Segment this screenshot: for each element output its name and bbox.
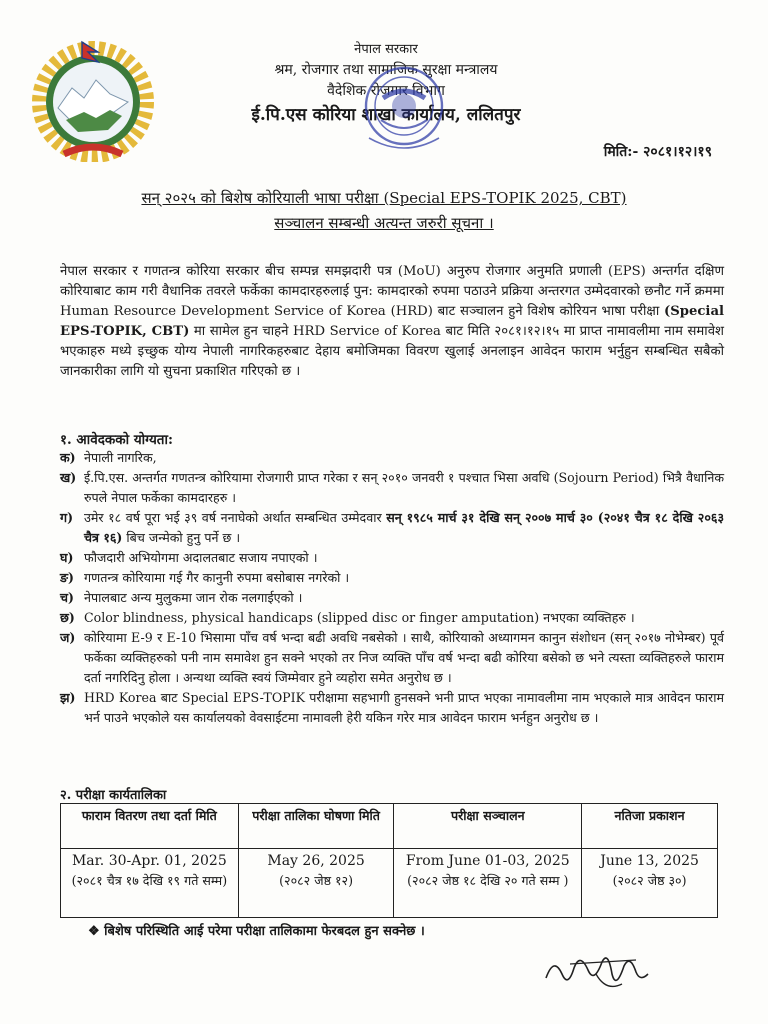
item-text-c: बिच जन्मेको हुनु पर्ने छ । — [122, 530, 241, 545]
cell-date-bs: (२०८२ जेष्ठ १८ देखि २० गते सम्म ) — [407, 873, 569, 888]
item-text: HRD Korea बाट Special EPS-TOPIK परीक्षामा सहभागी हुनसक्ने भनी प्राप्त भएका नामावलीमा नाम भएकाले मात्र आवेदन फाराम भर्न पाउने भएकोले यस कार्यालयको वेवसाईटमा नामावली हेरी यकिन गरेर मात्र आवेदन फाराम भर्नहुन अनुरोध छ । — [84, 690, 724, 725]
column-header-result: नतिजा प्रकाशन — [582, 804, 718, 849]
nepal-government-emblem-icon — [30, 36, 156, 162]
table-cell — [238, 849, 394, 918]
notice-title-line2: सञ्चालन सम्बन्धी अत्यन्त जरुरी सूचना । — [274, 214, 494, 232]
cell-date-ad: June 13, 2025 — [600, 853, 699, 869]
list-item — [60, 608, 724, 628]
item-marker: च) — [60, 590, 74, 605]
item-marker: छ) — [60, 610, 75, 625]
intro-text-2: मा सामेल हुन चाहने HRD Service of Korea बाट मिति २०८१।१२।१५ मा प्राप्त नामावलीमा नाम समावेश भएकाहरु मध्ये इच्छुक योग्य नेपाली नागरिकहरुबाट देहाय बमोजिमका विवरण खुलाई अनलाइन आवेदन फाराम भर्नुहुन सम्बन्धित सबैको जानकारीका लागि यो सुचना प्रकाशित गरिएको छ । — [60, 324, 724, 379]
item-text-b: सन् १९८५ मार्च ३१ देखि सन् २००७ मार्च ३० (२०४१ चैत्र १८ देखि २०६३ चैत्र १६) — [84, 510, 724, 545]
list-item — [60, 568, 724, 588]
notice-date: मिति:- २०८१।१२।१९ — [603, 144, 712, 160]
item-marker: ङ) — [60, 570, 74, 585]
list-item — [60, 508, 724, 548]
cell-date-bs: (२०८२ जेष्ठ ३०) — [612, 873, 687, 888]
table-cell — [582, 849, 718, 918]
list-item — [60, 548, 724, 568]
list-item — [60, 448, 724, 468]
office-name: ई.पि.एस कोरिया शाखा कार्यालय, ललितपुर — [251, 105, 521, 125]
item-marker: ख) — [60, 470, 77, 485]
item-text: कोरियामा E-9 र E-10 भिसामा पाँच वर्ष भन्दा बढी अवधि नबसेको । साथै, कोरियाको अध्यागमन कानुन संशोधन (सन् २०१७ नोभेम्बर) पूर्व फर्केका व्यक्तिहरुको पनी नाम समावेश हुन सक्ने भएको तर निज व्यक्ति पाँच वर्ष भन्दा बढी कोरिया बसेको छ भने त्यस्ता व्यक्तिहरुले फाराम दर्ता नगरिदिनु होला । अन्यथा व्यक्ति स्वयं जिम्मेवार हुने व्यहोरा समेत अनुरोध छ । — [84, 630, 724, 685]
item-text: फौजदारी अभियोगमा अदालतबाट सजाय नपाएको । — [84, 550, 318, 565]
item-text: नेपाली नागरिक, — [84, 450, 157, 465]
item-marker: क) — [60, 450, 76, 465]
item-text: गणतन्त्र कोरियामा गई गैर कानुनी रुपमा बसोबास नगरेको । — [84, 570, 350, 585]
eligibility-heading: १. आवेदकको योग्यता: — [60, 432, 173, 448]
item-marker: झ) — [60, 690, 76, 705]
table-cell — [61, 849, 239, 918]
department-name: वैदेशिक रोजगार विभाग — [327, 83, 445, 99]
table-row — [61, 849, 718, 918]
cell-date-bs: (२०८१ चैत्र १७ देखि १९ गते सम्म) — [71, 873, 228, 888]
item-text — [84, 508, 724, 548]
table-header-row — [61, 804, 718, 849]
eligibility-list — [60, 448, 724, 728]
notice-title-line1: सन् २०२५ को बिशेष कोरियाली भाषा परीक्षा (Special EPS-TOPIK 2025, CBT) — [141, 189, 627, 207]
table-cell — [394, 849, 582, 918]
schedule-table — [60, 803, 718, 918]
item-text: नेपालबाट अन्य मुलुकमा जान रोक नलगाईएको । — [84, 590, 303, 605]
schedule-change-note: ❖ बिशेष परिस्थिति आई परेमा परीक्षा तालिकामा फेरबदल हुन सक्नेछ । — [88, 924, 425, 939]
cell-date-bs: (२०८२ जेष्ठ १२) — [279, 873, 354, 888]
government-name: नेपाल सरकार — [354, 42, 418, 57]
column-header-schedule-announcement: परीक्षा तालिका घोषणा मिति — [238, 804, 394, 849]
intro-paragraph — [60, 262, 724, 382]
handwritten-signature-icon — [540, 944, 652, 996]
item-text: ई.पि.एस. अन्तर्गत गणतन्त्र कोरियामा रोजगारी प्राप्त गरेका र सन् २०१० जनवरी १ पश्चात भिसा अवधि (Sojourn Period) भित्रै वैधानिक रुपले नेपाल फर्केका कामदारहरु । — [84, 470, 724, 505]
item-text-a: उमेर १८ वर्ष पूरा भई ३९ वर्ष ननाघेको अर्थात सम्बन्धित उम्मेदवार — [84, 510, 387, 525]
cell-date-ad: May 26, 2025 — [267, 853, 365, 869]
office-seal-stamp-icon — [353, 60, 455, 160]
list-item — [60, 628, 724, 688]
list-item — [60, 468, 724, 508]
item-marker: घ) — [60, 550, 74, 565]
intro-text-bold: (Special EPS-TOPIK, CBT) — [60, 304, 724, 339]
column-header-registration: फाराम वितरण तथा दर्ता मिति — [61, 804, 239, 849]
list-item — [60, 688, 724, 728]
item-marker: ग) — [60, 510, 74, 525]
intro-text-1: नेपाल सरकार र गणतन्त्र कोरिया सरकार बीच सम्पन्न समझदारी पत्र (MoU) अनुरुप रोजगार अनुमति प्रणाली (EPS) अन्तर्गत दक्षिण कोरियाबाट काम गरी वैधानिक तवरले फर्केका कामदारहरुलाई पुन: कामदारको रुपमा पठाउने प्रक्रिया अन्तरगत उम्मेदवारको छनौट गर्ने क्रममा Human Resource Development Service of Korea (HRD) बाट सञ्चालन हुने विशेष कोरियन भाषा परीक्षा — [60, 264, 724, 319]
list-item — [60, 588, 724, 608]
cell-date-ad: From June 01-03, 2025 — [405, 853, 570, 869]
notice-title — [0, 186, 768, 236]
ministry-name: श्रम, रोजगार तथा सामाजिक सुरक्षा मन्त्रालय — [274, 62, 498, 78]
cell-date-ad: Mar. 30-Apr. 01, 2025 — [71, 853, 227, 869]
column-header-exam-conduct: परीक्षा सञ्चालन — [394, 804, 582, 849]
item-marker: ज) — [60, 630, 76, 645]
schedule-heading: २. परीक्षा कार्यतालिका — [60, 788, 167, 803]
item-text: Color blindness, physical handicaps (slipped disc or finger amputation) नभएका व्यक्तिहरु । — [84, 610, 635, 625]
